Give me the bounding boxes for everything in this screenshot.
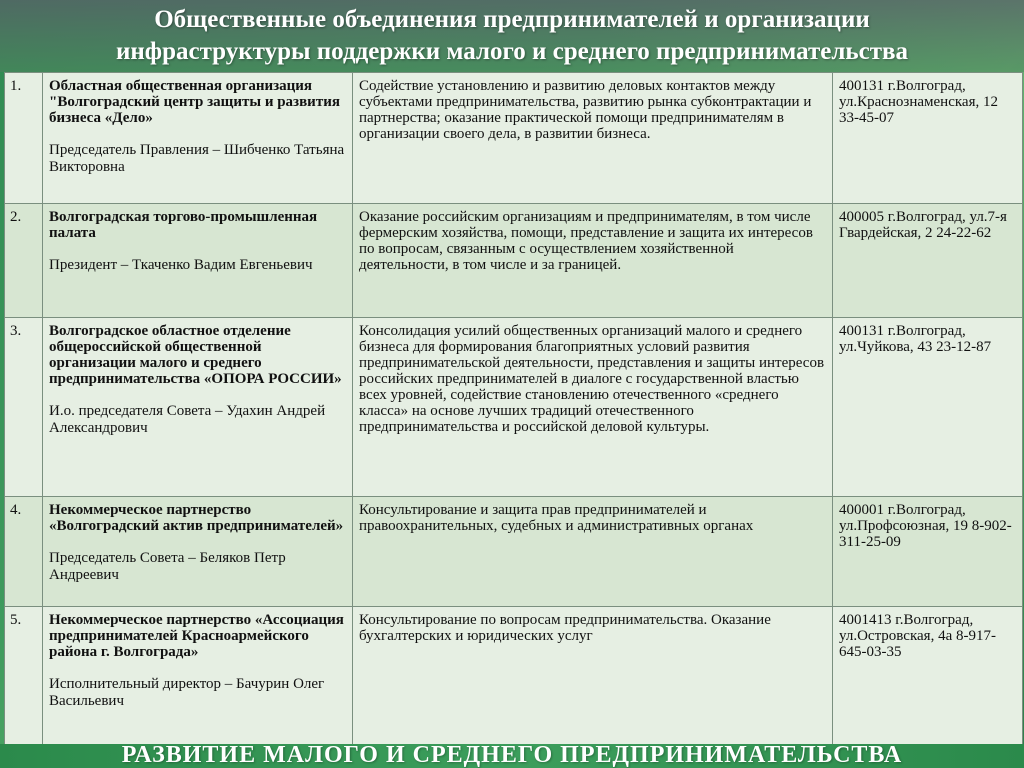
org-cell bbox=[43, 497, 353, 607]
org-leader: Исполнительный директор – Бачурин Олег Васильевич bbox=[49, 676, 325, 709]
org-cell bbox=[43, 73, 353, 204]
activity-cell: Содействие установлению и развитию деловых контактов между субъектами предпринимательства, развитию рынка субконтрактации и партнерства; оказание практической помощи предпринимателям в организации своего дела, в развитии бизнеса. bbox=[353, 73, 833, 204]
org-cell bbox=[43, 204, 353, 318]
table-row bbox=[5, 73, 1023, 204]
table-row bbox=[5, 497, 1023, 607]
activity-cell: Консультирование и защита прав предпринимателей и правоохранительных, судебных и административных органах bbox=[353, 497, 833, 607]
activity-cell: Консолидация усилий общественных организаций малого и среднего бизнеса для формирования благоприятных условий развития предпринимательской деятельности, представления и защиты интересов российских предпринимателей в диалоге с государственной властью всех уровней, содействие становлению отечественного «среднего класса» на основе лучших традиций отечественного предпринимательства и российской деловой культуры. bbox=[353, 318, 833, 497]
org-leader: Президент – Ткаченко Вадим Евгеньевич bbox=[49, 257, 313, 273]
org-leader: Председатель Совета – Беляков Петр Андреевич bbox=[49, 550, 286, 583]
org-name: Некоммерческое партнерство «Ассоциация предпринимателей Красноармейского района г. Волгограда» bbox=[49, 612, 344, 660]
address-cell: 400131 г.Волгоград, ул.Чуйкова, 43 23-12-87 bbox=[833, 318, 1023, 497]
address-cell: 400005 г.Волгоград, ул.7-я Гвардейская, 2 24-22-62 bbox=[833, 204, 1023, 318]
row-number: 5. bbox=[5, 607, 43, 745]
address-cell: 4001413 г.Волгоград, ул.Островская, 4а 8-917-645-03-35 bbox=[833, 607, 1023, 745]
row-number: 1. bbox=[5, 73, 43, 204]
title-line-1: Общественные объединения предпринимателей и организации bbox=[154, 6, 870, 33]
activity-cell: Оказание российским организациям и предпринимателям, в том числе фермерским хозяйства, помощи, представление и защита их интересов по вопросам, связанным с осуществлением хозяйственной деятельности, в том числе и за границей. bbox=[353, 204, 833, 318]
table-row bbox=[5, 607, 1023, 745]
row-number: 4. bbox=[5, 497, 43, 607]
footer-text: РАЗВИТИЕ МАЛОГО И СРЕДНЕГО ПРЕДПРИНИМАТЕЛЬСТВА bbox=[121, 744, 903, 768]
address-cell: 400001 г.Волгоград, ул.Профсоюзная, 19 8-902-311-25-09 bbox=[833, 497, 1023, 607]
org-leader: Председатель Правления – Шибченко Татьяна Викторовна bbox=[49, 142, 345, 175]
footer-band bbox=[0, 744, 1024, 768]
org-name: Некоммерческое партнерство «Волгоградский актив предпринимателей» bbox=[49, 502, 344, 534]
org-cell bbox=[43, 318, 353, 497]
organizations-table-container bbox=[4, 72, 1022, 744]
address-cell: 400131 г.Волгоград, ул.Краснознаменская, 12 33-45-07 bbox=[833, 73, 1023, 204]
row-number: 3. bbox=[5, 318, 43, 497]
title-line-2: инфраструктуры поддержки малого и среднего предпринимательства bbox=[115, 38, 909, 65]
org-cell bbox=[43, 607, 353, 745]
activity-cell: Консультирование по вопросам предпринимательства. Оказание бухгалтерских и юридических услуг bbox=[353, 607, 833, 745]
organizations-table bbox=[4, 72, 1023, 745]
org-name: Волгоградское областное отделение общероссийской общественной организации малого и среднего предпринимательства «ОПОРА РОССИИ» bbox=[49, 323, 342, 387]
row-number: 2. bbox=[5, 204, 43, 318]
org-name: Областная общественная организация "Волгоградский центр защиты и развития бизнеса «Дело» bbox=[49, 78, 340, 126]
table-row bbox=[5, 318, 1023, 497]
table-row bbox=[5, 204, 1023, 318]
slide-title bbox=[0, 0, 1024, 72]
org-leader: И.о. председателя Совета – Удахин Андрей Александрович bbox=[49, 403, 326, 436]
org-name: Волгоградская торгово-промышленная палата bbox=[49, 209, 318, 241]
